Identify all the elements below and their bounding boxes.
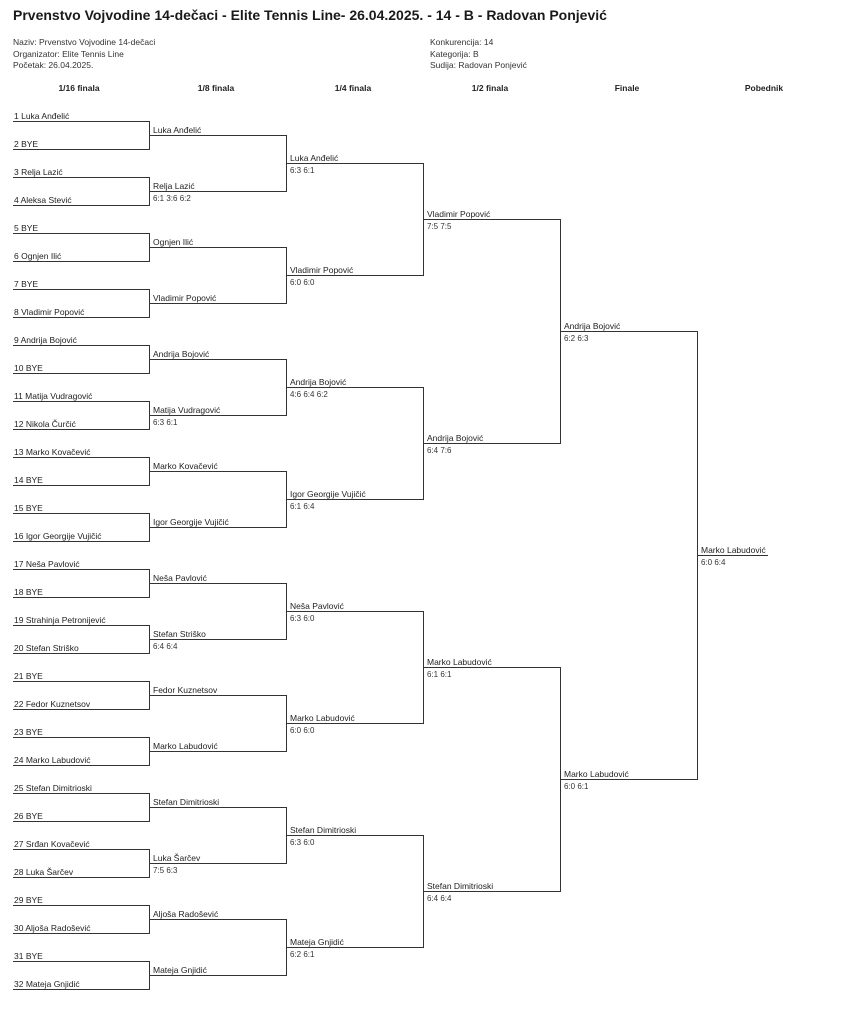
match-score: 6:0 6:0 — [290, 726, 315, 735]
match-winner: Marko Labudović — [701, 545, 766, 555]
bracket-line — [13, 933, 150, 934]
match-winner: Ognjen Ilić — [153, 237, 194, 247]
bracket-line — [13, 653, 150, 654]
round-header-winner: Pobednik — [744, 83, 784, 93]
draw-entry: 8 Vladimir Popović — [14, 307, 85, 317]
info-pocetak: Početak: 26.04.2025. — [13, 60, 94, 70]
match-winner: Andrija Bojović — [427, 433, 484, 443]
bracket-line — [13, 233, 150, 234]
bracket-line — [13, 401, 150, 402]
bracket-line — [150, 695, 287, 696]
bracket-line — [13, 765, 150, 766]
bracket-line — [424, 891, 561, 892]
match-winner: Igor Georgije Vujičić — [290, 489, 366, 499]
bracket-line — [13, 457, 150, 458]
bracket-line — [13, 989, 150, 990]
bracket-line — [13, 485, 150, 486]
draw-entry: 2 BYE — [14, 139, 39, 149]
match-winner: Marko Kovačević — [153, 461, 218, 471]
bracket-line — [13, 793, 150, 794]
round-header-final: Finale — [614, 83, 640, 93]
match-winner: Luka Anđelić — [153, 125, 202, 135]
bracket-line — [13, 373, 150, 374]
match-winner: Neša Pavlović — [290, 601, 344, 611]
match-winner: Vladimir Popović — [290, 265, 354, 275]
info-naziv: Naziv: Prvenstvo Vojvodine 14-dečaci — [13, 37, 156, 47]
match-score: 6:3 6:0 — [290, 614, 315, 623]
bracket-line — [13, 877, 150, 878]
match-winner: Marko Labudović — [153, 741, 218, 751]
bracket-line — [150, 807, 287, 808]
info-organizator: Organizator: Elite Tennis Line — [13, 48, 124, 59]
draw-entry: 28 Luka Šarčev — [14, 867, 74, 877]
match-score: 6:3 6:1 — [290, 166, 315, 175]
match-winner: Marko Labudović — [427, 657, 492, 667]
bracket-line — [698, 555, 768, 556]
match-winner: Mateja Gnjidić — [153, 965, 207, 975]
draw-entry: 21 BYE — [14, 671, 43, 681]
match-winner: Stefan Striško — [153, 629, 206, 639]
match-winner: Stefan Dimitrioski — [290, 825, 357, 835]
match-score: 6:3 6:1 — [153, 418, 178, 427]
match-winner: Vladimir Popović — [153, 293, 217, 303]
match-winner: Fedor Kuznetsov — [153, 685, 218, 695]
bracket-line — [150, 191, 287, 192]
bracket-line — [13, 569, 150, 570]
match-winner: Andrija Bojović — [290, 377, 347, 387]
match-winner: Mateja Gnjidić — [290, 937, 344, 947]
draw-entry: 18 BYE — [14, 587, 43, 597]
round-header-1-2: 1/2 finala — [471, 83, 509, 93]
match-score: 6:3 6:0 — [290, 838, 315, 847]
match-score: 7:5 7:5 — [427, 222, 452, 231]
bracket-line — [150, 303, 287, 304]
draw-entry: 24 Marko Labudović — [14, 755, 91, 765]
bracket-line — [150, 751, 287, 752]
bracket-line — [13, 149, 150, 150]
draw-entry: 31 BYE — [14, 951, 43, 961]
match-score: 6:2 6:1 — [290, 950, 315, 959]
draw-entry: 19 Strahinja Petronijević — [14, 615, 106, 625]
bracket-line — [287, 387, 424, 388]
match-winner: Marko Labudović — [564, 769, 629, 779]
bracket-line — [150, 359, 287, 360]
bracket-line — [150, 527, 287, 528]
match-score: 6:0 6:4 — [701, 558, 726, 567]
bracket-line — [287, 723, 424, 724]
match-winner: Andrija Bojović — [564, 321, 621, 331]
bracket-line — [13, 261, 150, 262]
bracket-line — [150, 975, 287, 976]
bracket-line — [424, 219, 561, 220]
bracket-line — [13, 121, 150, 122]
match-score: 6:0 6:0 — [290, 278, 315, 287]
bracket-line — [287, 947, 424, 948]
bracket-line — [13, 541, 150, 542]
bracket-line — [150, 471, 287, 472]
match-winner: Luka Anđelić — [290, 153, 339, 163]
draw-entry: 30 Aljoša Radošević — [14, 923, 91, 933]
match-winner: Matija Vudragović — [153, 405, 221, 415]
bracket-line — [13, 289, 150, 290]
bracket-line — [13, 709, 150, 710]
draw-entry: 16 Igor Georgije Vujičić — [14, 531, 102, 541]
bracket-line — [287, 275, 424, 276]
match-score: 4:6 6:4 6:2 — [290, 390, 328, 399]
draw-entry: 15 BYE — [14, 503, 43, 513]
match-winner: Stefan Dimitrioski — [427, 881, 494, 891]
bracket-line — [13, 177, 150, 178]
bracket-line — [150, 583, 287, 584]
bracket-line — [13, 345, 150, 346]
match-score: 6:4 6:4 — [153, 642, 178, 651]
round-header-1-4: 1/4 finala — [334, 83, 372, 93]
match-score: 6:0 6:1 — [564, 782, 589, 791]
bracket-line — [561, 331, 698, 332]
match-winner: Marko Labudović — [290, 713, 355, 723]
match-winner: Andrija Bojović — [153, 349, 210, 359]
match-score: 7:5 6:3 — [153, 866, 178, 875]
match-winner: Neša Pavlović — [153, 573, 207, 583]
draw-entry: 1 Luka Anđelić — [14, 111, 70, 121]
bracket-line — [150, 919, 287, 920]
info-konkurencija: Konkurencija: 14 — [430, 37, 494, 47]
bracket-line — [13, 597, 150, 598]
match-winner: Stefan Dimitrioski — [153, 797, 220, 807]
match-score: 6:1 6:4 — [290, 502, 315, 511]
draw-entry: 12 Nikola Čurčić — [14, 419, 76, 429]
draw-entry: 23 BYE — [14, 727, 43, 737]
draw-entry: 3 Relja Lazić — [14, 167, 63, 177]
round-header-1-16: 1/16 finala — [58, 83, 100, 93]
match-winner: Relja Lazić — [153, 181, 195, 191]
bracket-line — [150, 247, 287, 248]
draw-entry: 32 Mateja Gnjidić — [14, 979, 80, 989]
bracket-line — [13, 961, 150, 962]
bracket-line — [13, 317, 150, 318]
draw-entry: 29 BYE — [14, 895, 43, 905]
bracket-line — [13, 849, 150, 850]
bracket-line — [13, 429, 150, 430]
draw-entry: 7 BYE — [14, 279, 39, 289]
draw-entry: 11 Matija Vudragović — [14, 391, 93, 401]
draw-entry: 14 BYE — [14, 475, 43, 485]
draw-entry: 10 BYE — [14, 363, 43, 373]
bracket-line — [424, 443, 561, 444]
bracket-line — [287, 163, 424, 164]
draw-entry: 6 Ognjen Ilić — [14, 251, 62, 261]
draw-entry: 17 Neša Pavlović — [14, 559, 80, 569]
bracket-line — [13, 737, 150, 738]
draw-entry: 26 BYE — [14, 811, 43, 821]
draw-entry: 22 Fedor Kuznetsov — [14, 699, 91, 709]
match-winner: Vladimir Popović — [427, 209, 491, 219]
draw-entry: 27 Srđan Kovačević — [14, 839, 90, 849]
match-score: 6:1 6:1 — [427, 670, 452, 679]
bracket-line — [13, 513, 150, 514]
info-kategorija: Kategorija: B — [430, 48, 479, 59]
bracket-line — [150, 639, 287, 640]
bracket-line — [150, 135, 287, 136]
draw-entry: 13 Marko Kovačević — [14, 447, 91, 457]
match-score: 6:2 6:3 — [564, 334, 589, 343]
match-winner: Igor Georgije Vujičić — [153, 517, 229, 527]
bracket-line — [424, 667, 561, 668]
bracket-line — [287, 611, 424, 612]
bracket-line — [287, 499, 424, 500]
bracket-line — [13, 625, 150, 626]
page-title: Prvenstvo Vojvodine 14-dečaci - Elite Tennis Line- 26.04.2025. - 14 - B - Radovan Ponjević — [13, 7, 607, 23]
bracket-line — [287, 835, 424, 836]
match-score: 6:4 6:4 — [427, 894, 452, 903]
match-score: 6:4 7:6 — [427, 446, 452, 455]
match-winner: Aljoša Radošević — [153, 909, 219, 919]
info-sudija: Sudija: Radovan Ponjević — [430, 60, 527, 70]
draw-entry: 20 Stefan Striško — [14, 643, 79, 653]
bracket-line — [13, 205, 150, 206]
bracket-line — [13, 681, 150, 682]
bracket-line — [13, 905, 150, 906]
draw-entry: 4 Aleksa Stević — [14, 195, 72, 205]
bracket-line — [150, 863, 287, 864]
draw-entry: 25 Stefan Dimitrioski — [14, 783, 92, 793]
match-winner: Luka Šarčev — [153, 853, 201, 863]
round-header-1-8: 1/8 finala — [197, 83, 235, 93]
draw-entry: 9 Andrija Bojović — [14, 335, 77, 345]
bracket-line — [13, 821, 150, 822]
draw-entry: 5 BYE — [14, 223, 39, 233]
bracket-line — [561, 779, 698, 780]
match-score: 6:1 3:6 6:2 — [153, 194, 191, 203]
bracket-line — [150, 415, 287, 416]
